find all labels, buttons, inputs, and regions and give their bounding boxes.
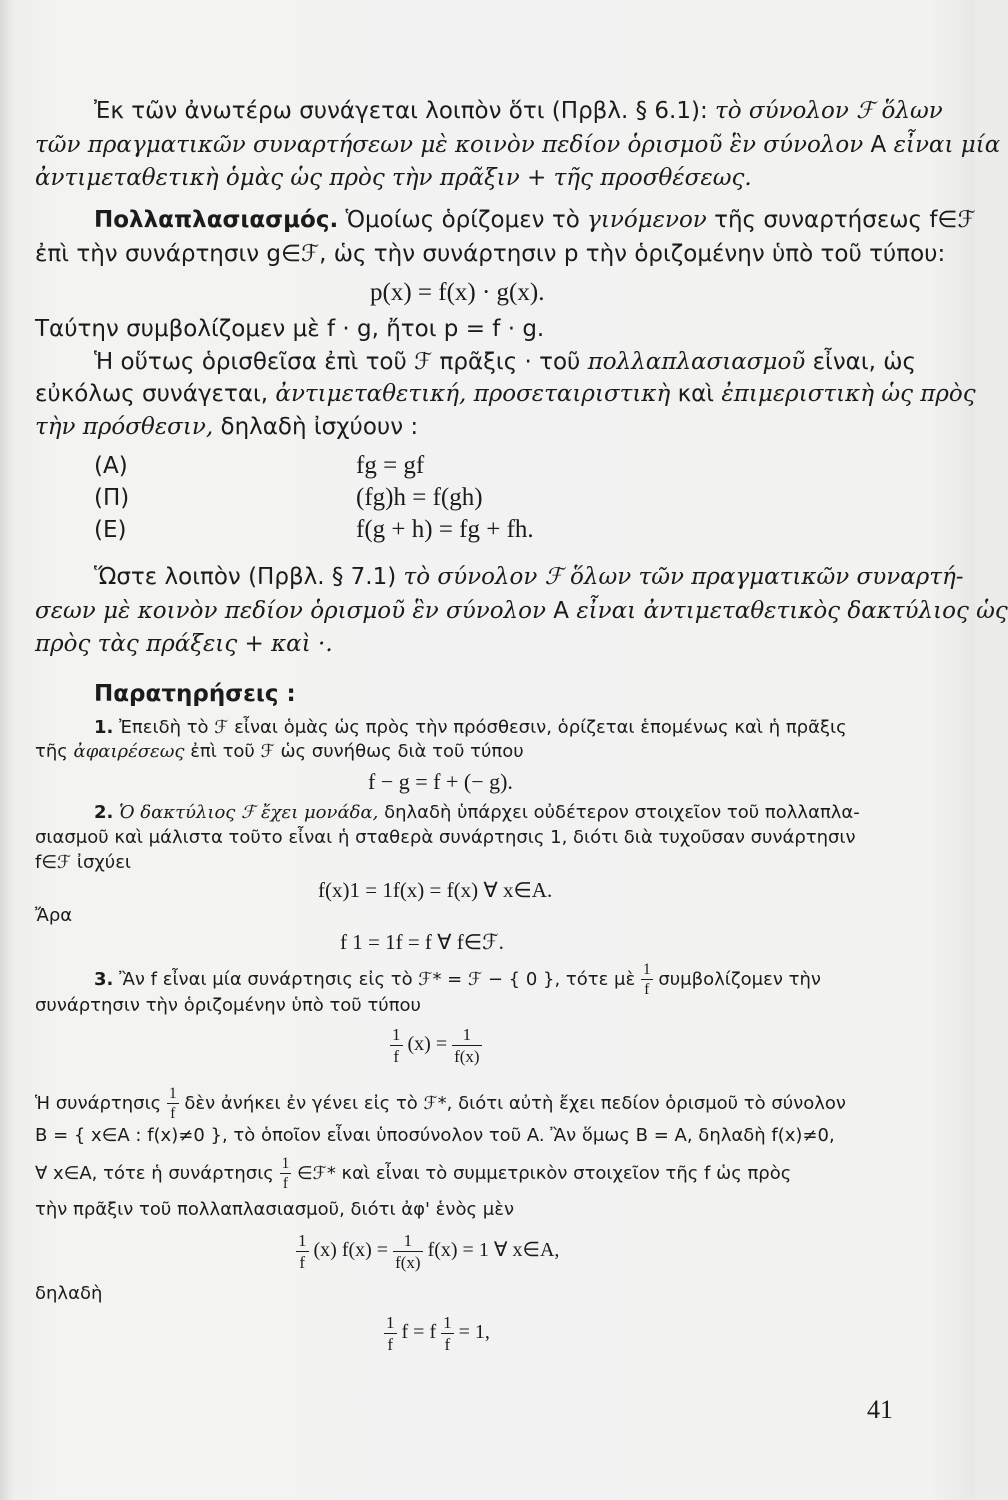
remark-3-definition: $\frac{1}{f}$ (x) = $\frac{1}{f(x)}$ bbox=[392, 1024, 480, 1066]
remark-1-line-1: 1. Ἐπειδὴ τὸ ℱ εἶναι ὁμὰς ὡς πρὸς τὴν πρόσθεσιν, ὁρίζεται ἑπομένως καὶ ἡ πρᾶξις bbox=[94, 717, 847, 738]
remark-2-line-3: f∈ℱ ἰσχύει bbox=[35, 852, 132, 873]
remark-2-line-2: σιασμοῦ καὶ μάλιστα τοῦτο εἶναι ἡ σταθερὰ συνάρτησις 1, διότι διὰ τυχοῦσαν συνάρτησιν bbox=[35, 827, 856, 848]
remark-3-line-4: B = { x∈A : f(x)≠0 }, τὸ ὁποῖον εἶναι ὑποσύνολον τοῦ A. Ἂν ὅμως B = A, δηλαδὴ f(x)≠0, bbox=[35, 1125, 835, 1146]
intro-line-3: ἀντιμεταθετικὴ ὁμὰς ὡς πρὸς τὴν πρᾶξιν + τῆς προσθέσεως. bbox=[35, 165, 752, 191]
remark-2-formula-1: f(x)1 = 1f(x) = f(x) ∀ x∈A. bbox=[318, 878, 553, 902]
remark-3-equation-2: $\frac{1}{f}$ f = f $\frac{1}{f}$ = 1, bbox=[386, 1312, 490, 1354]
remark-3-dilad: δηλαδὴ bbox=[35, 1283, 103, 1304]
prop-formula-p: (fg)h = f(gh) bbox=[356, 484, 483, 511]
remark-3-line-3: Ἡ συνάρτησις $\frac{1}{f}$ δὲν ἀνήκει ἐν γένει εἰς τὸ ℱ*, διότι αὐτὴ ἔχει πεδίον ὁρισμοῦ τὸ σύνολον bbox=[35, 1085, 846, 1123]
prop-label-e: (E) bbox=[94, 517, 127, 543]
remark-2-ara: Ἄρα bbox=[35, 905, 73, 926]
prop-formula-a: fg = gf bbox=[356, 452, 425, 479]
ring-line-1: Ὥστε λοιπὸν (Πρβλ. § 7.1) τὸ σύνολον ℱ ὅλων τῶν πραγματικῶν συναρτή- bbox=[94, 564, 964, 590]
mult-line-2: ἐπὶ τὴν συνάρτησιν g∈ℱ, ὡς τὴν συνάρτησιν p τὴν ὁριζομένην ὑπὸ τοῦ τύπου: bbox=[35, 241, 946, 267]
prop-formula-e: f(g + h) = fg + fh. bbox=[356, 516, 534, 543]
remark-3-line-1: 3. Ἂν f εἶναι μία συνάρτησις εἰς τὸ ℱ* = ℱ − { 0 }, τότε μὲ $\frac{1}{f}$ συμβολίζομεν τὴν bbox=[94, 961, 821, 999]
remark-1-formula: f − g = f + (− g). bbox=[368, 769, 513, 794]
remark-1-line-2: τῆς ἀφαιρέσεως ἐπὶ τοῦ ℱ ὡς συνήθως διὰ τοῦ τύπου bbox=[35, 741, 524, 762]
ring-line-2: σεων μὲ κοινὸν πεδίον ὁρισμοῦ ἓν σύνολον A εἶναι ἀντιμεταθετικὸς δακτύλιος ὡς bbox=[35, 598, 1008, 624]
mult-line-4: Ἡ οὕτως ὁρισθεῖσα ἐπὶ τοῦ ℱ πρᾶξις · τοῦ πολλαπλασιασμοῦ εἶναι, ὡς bbox=[94, 349, 916, 375]
remark-3-line-5: ∀ x∈A, τότε ἡ συνάρτησις $\frac{1}{f}$ ∈ℱ* καὶ εἶναι τὸ συμμετρικὸν στοιχεῖον τῆς f ὡς πρὸς bbox=[35, 1155, 792, 1193]
remark-2-formula-2: f 1 = 1f = f ∀ f∈ℱ. bbox=[340, 930, 504, 954]
prop-label-p: (Π) bbox=[94, 485, 130, 511]
mult-heading: Πολλαπλασιασμός. bbox=[94, 207, 339, 233]
remark-3-line-2: συνάρτησιν τὴν ὁριζομένην ὑπὸ τοῦ τύπου bbox=[35, 995, 421, 1016]
mult-formula: p(x) = f(x) · g(x). bbox=[370, 279, 545, 306]
remark-2-line-1: 2. Ὁ δακτύλιος ℱ ἔχει μονάδα, δηλαδὴ ὑπάρχει οὐδέτερον στοιχεῖον τοῦ πολλαπλα- bbox=[94, 802, 860, 823]
ring-line-3: πρὸς τὰς πράξεις + καὶ ·. bbox=[35, 631, 333, 657]
remarks-heading: Παρατηρήσεις : bbox=[94, 681, 296, 707]
mult-line-3: Ταύτην συμβολίζομεν μὲ f · g, ἤτοι p = f · g. bbox=[35, 316, 545, 342]
mult-line-5: εὐκόλως συνάγεται, ἀντιμεταθετική, προσεταιριστικὴ καὶ ἐπιμεριστικὴ ὡς πρὸς bbox=[35, 381, 976, 407]
intro-line-2: τῶν πραγματικῶν συναρτήσεων μὲ κοινὸν πεδίον ὁρισμοῦ ἓν σύνολον A εἶναι μία bbox=[35, 132, 1001, 158]
page-number: 41 bbox=[867, 1395, 893, 1424]
remark-3-equation-1: $\frac{1}{f}$ (x) f(x) = $\frac{1}{f(x)}$ f(x) = 1 ∀ x∈A, bbox=[298, 1230, 560, 1272]
intro-line-1: Ἐκ τῶν ἀνωτέρω συνάγεται λοιπὸν ὅτι (Πρβλ. § 6.1): τὸ σύνολον ℱ ὅλων bbox=[94, 98, 943, 124]
prop-label-a: (A) bbox=[94, 453, 128, 479]
one-over-f-fraction: $\frac{1}{f}$ bbox=[642, 961, 651, 999]
remark-3-line-6: τὴν πρᾶξιν τοῦ πολλαπλασιασμοῦ, διότι ἀφ' ἑνὸς μὲν bbox=[35, 1199, 515, 1220]
mult-line-1: Πολλαπλασιασμός. Ὁμοίως ὁρίζομεν τὸ γινόμενον τῆς συναρτήσεως f∈ℱ bbox=[94, 207, 976, 233]
mult-line-6: τὴν πρόσθεσιν, δηλαδὴ ἰσχύουν : bbox=[35, 414, 419, 440]
